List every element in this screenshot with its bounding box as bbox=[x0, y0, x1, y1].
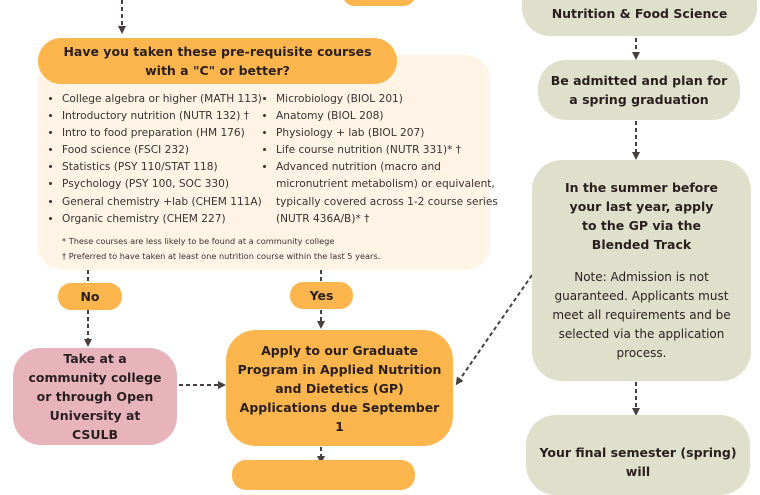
footnote-dagger: † Preferred to have taken at least one nutrition course within the last 5 years. bbox=[62, 251, 381, 261]
question-line1: Have you taken these pre-requisite courses bbox=[63, 44, 372, 59]
apply-deadline: Applications due September 1 bbox=[239, 399, 440, 434]
question-line2: with a "C" or better? bbox=[145, 63, 290, 78]
course-item: • Microbiology (BIOL 201) bbox=[276, 91, 504, 108]
admission-note: Note: Admission is not guaranteed. Applicants must meet all requirements and be selected via the application process. bbox=[552, 270, 731, 360]
top-orange-box bbox=[342, 0, 416, 6]
course-item: • Anatomy (BIOL 208) bbox=[276, 108, 504, 125]
blended-track-box bbox=[532, 160, 751, 381]
nutrition-food-science-box: Nutrition & Food Science bbox=[522, 0, 757, 36]
no-label: No bbox=[58, 283, 122, 310]
next-orange-box bbox=[232, 460, 415, 490]
course-item: • Life course nutrition (NUTR 331)* † bbox=[276, 142, 504, 159]
courses-right-list bbox=[262, 91, 504, 228]
course-item: • Physiology + lab (BIOL 207) bbox=[276, 125, 504, 142]
course-item: • College algebra or higher (MATH 113) bbox=[62, 91, 277, 108]
blended-track-title: In the summer before your last year, apply to the GP via the Blended Track bbox=[564, 180, 719, 252]
prerequisite-question bbox=[38, 38, 397, 84]
course-item: • Intro to food preparation (HM 176) bbox=[62, 125, 277, 142]
course-item: • Introductory nutrition (NUTR 132) † bbox=[62, 108, 277, 125]
apply-gp-text: Apply to our Graduate Program in Applied Nutrition and Dietetics (GP) bbox=[237, 342, 442, 396]
yes-label: Yes bbox=[290, 282, 353, 309]
final-semester-box: Your final semester (spring) will bbox=[526, 415, 750, 495]
course-item: • Food science (FSCI 232) bbox=[62, 142, 277, 159]
course-item: • General chemistry +lab (CHEM 111A) bbox=[62, 194, 277, 211]
course-item: • Organic chemistry (CHEM 227) bbox=[62, 211, 277, 228]
community-college-box: Take at a community college or through Open University at CSULB bbox=[13, 348, 177, 445]
course-item: • Statistics (PSY 110/STAT 118) bbox=[62, 159, 277, 176]
course-item: • Psychology (PSY 100, SOC 330) bbox=[62, 176, 277, 193]
admitted-box: Be admitted and plan for a spring graduation bbox=[538, 60, 740, 120]
footnote-asterisk: * These courses are less likely to be found at a community college bbox=[62, 236, 335, 246]
courses-left-list bbox=[48, 91, 277, 228]
arrow-summer-to-apply bbox=[458, 275, 532, 382]
apply-gp-box bbox=[226, 330, 453, 446]
course-item: • Advanced nutrition (macro and micronutrient metabolism) or equivalent, typically covered across 1-2 course series (NUTR 436A/B)* † bbox=[276, 159, 504, 227]
